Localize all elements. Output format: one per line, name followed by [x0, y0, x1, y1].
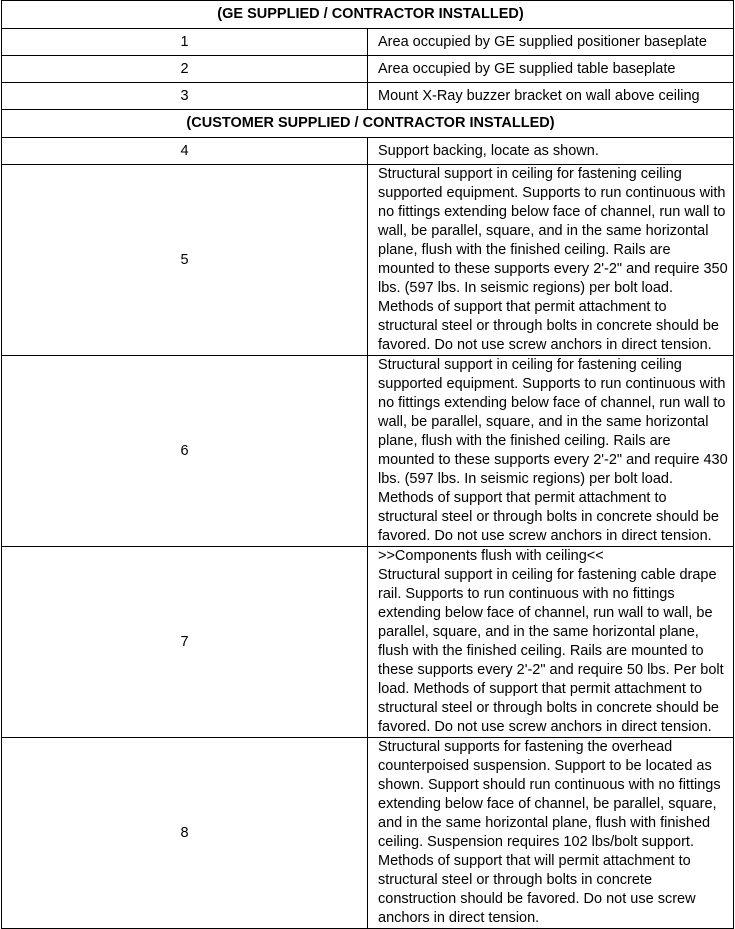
table-row: [2, 29, 734, 56]
row-number: 7: [2, 547, 368, 738]
row-description: Structural support in ceiling for fastening cable drape rail. Supports to run continuous with no fittings extending below face of channel, run wall to wall, be parallel, square, and in the same horizontal plane, flush with the finished ceiling. Rails are mounted to these supports every 2'-2" and require 50 lbs. Per bolt load. Methods of support that permit attachment to structural steel or through bolts in concrete should be favored. Do not use screw anchors in direct tension.: [378, 567, 724, 735]
table-row: [2, 56, 734, 83]
row-description: Area occupied by GE supplied positioner baseplate: [368, 29, 734, 56]
table-row: [2, 547, 734, 738]
table-row: [2, 165, 734, 356]
row-number: 3: [2, 83, 368, 110]
row-description-block: [368, 547, 734, 738]
table-row: [2, 83, 734, 110]
row-number: 5: [2, 165, 368, 356]
table-row: [2, 138, 734, 165]
row-description: Structural support in ceiling for fastening ceiling supported equipment. Supports to run continuous with no fittings extending below face of channel, run wall to wall, be parallel, square, and in the same horizontal plane, flush with the finished ceiling. Rails are mounted to these supports every 2'-2" and require 350 lbs. (597 lbs. In seismic regions) per bolt load. Methods of support that permit attachment to structural steel or through bolts in concrete should be favored. Do not use screw anchors in direct tension.: [368, 165, 734, 356]
row-number: 8: [2, 738, 368, 929]
table-row: [2, 356, 734, 547]
installation-notes-table: [1, 0, 734, 929]
row-description: Support backing, locate as shown.: [368, 138, 734, 165]
row-subheading: >>Components flush with ceiling<<: [378, 548, 604, 564]
row-description: Area occupied by GE supplied table baseplate: [368, 56, 734, 83]
row-number: 6: [2, 356, 368, 547]
row-description: Structural support in ceiling for fastening ceiling supported equipment. Supports to run continuous with no fittings extending below face of channel, run wall to wall, be parallel, square, and in the same horizontal plane, flush with the finished ceiling. Rails are mounted to these supports every 2'-2" and require 430 lbs. (597 lbs. In seismic regions) per bolt load. Methods of support that permit attachment to structural steel or through bolts in concrete should be favored. Do not use screw anchors in direct tension.: [368, 356, 734, 547]
row-number: 1: [2, 29, 368, 56]
section-header-ge: (GE SUPPLIED / CONTRACTOR INSTALLED): [2, 1, 734, 29]
row-number: 4: [2, 138, 368, 165]
row-description: Structural supports for fastening the overhead counterpoised suspension. Support to be located as shown. Support should run continuous with no fittings extending below face of channel, be parallel, square, and in the same horizontal plane, flush with finished ceiling. Suspension requires 102 lbs/bolt support. Methods of support that will permit attachment to structural steel or through bolts in concrete construction should be favored. Do not use screw anchors in direct tension.: [368, 738, 734, 929]
row-number: 2: [2, 56, 368, 83]
row-description: Mount X-Ray buzzer bracket on wall above ceiling: [368, 83, 734, 110]
table-row: [2, 738, 734, 929]
section-header-customer: (CUSTOMER SUPPLIED / CONTRACTOR INSTALLED): [2, 110, 734, 138]
